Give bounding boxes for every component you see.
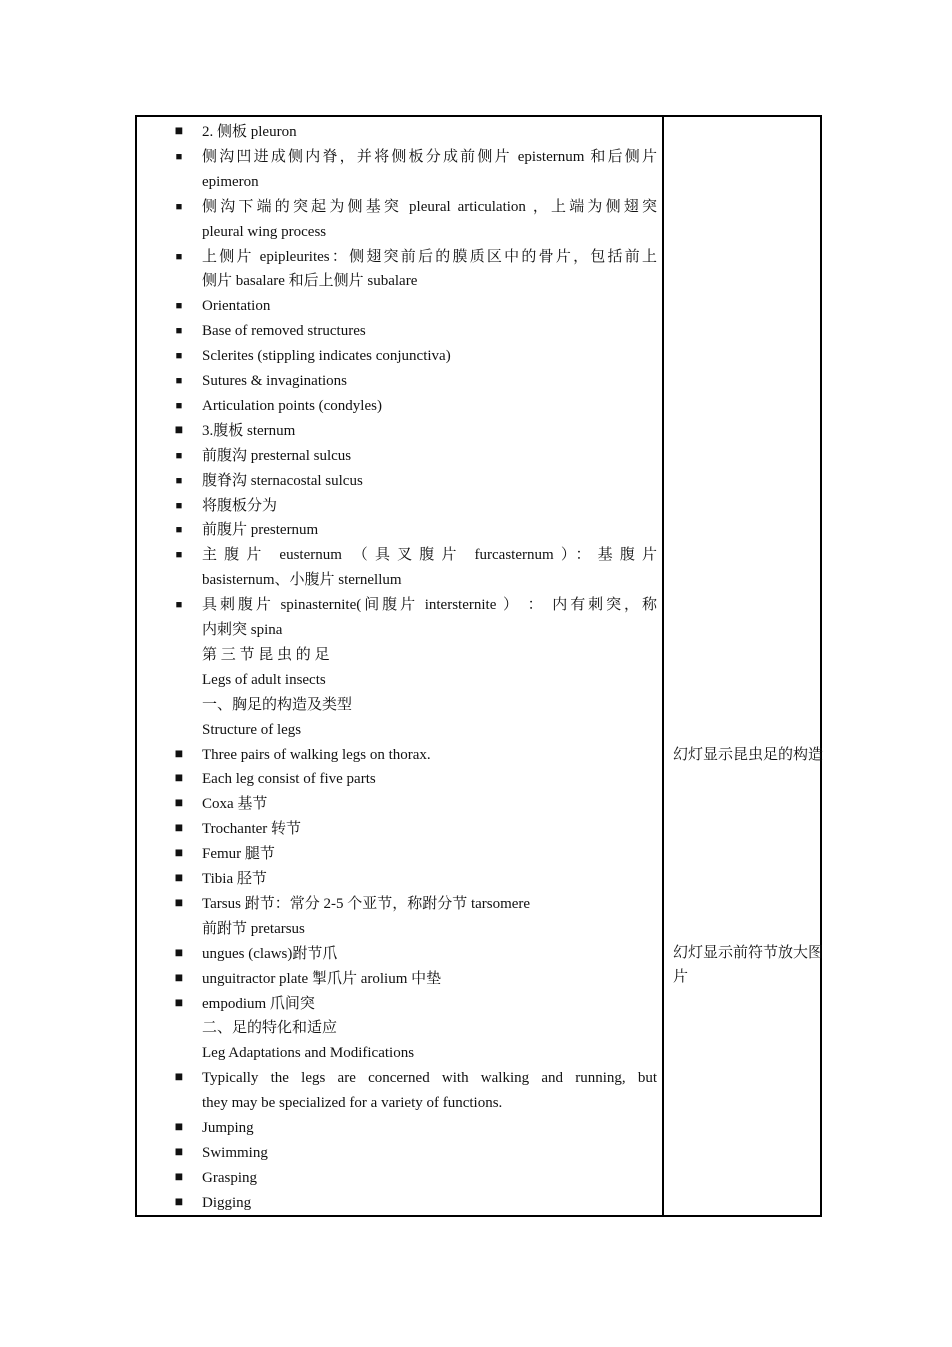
line-text: 2. 侧板 pleuron <box>202 124 297 140</box>
line-text: 将腹板分为 <box>202 497 278 514</box>
line-text: 3.腹板 sternum <box>202 422 296 439</box>
line-text: Coxa 基节 <box>202 796 268 813</box>
line-text: Leg Adaptations and Modifications <box>202 1045 415 1062</box>
square-bullet-icon: ■ <box>175 599 183 612</box>
line-text: Three pairs of walking legs on thorax. <box>202 746 431 763</box>
square-bullet-icon: ■ <box>174 945 184 961</box>
line-text: Sutures & invaginations <box>202 373 347 389</box>
line-text: Structure of legs <box>202 721 302 738</box>
line-text: unguitractor plate 掣爪片 arolium 中垫 <box>202 970 442 987</box>
line-text: they may be specialized for a variety of functions. <box>202 1095 503 1112</box>
square-bullet-icon: ■ <box>175 350 183 363</box>
line-text: 一、胸足的构造及类型 <box>202 696 353 713</box>
line-text: basisternum、小腹片 sternellum <box>202 572 402 589</box>
square-bullet-icon: ■ <box>174 1120 184 1135</box>
line-text: 上侧片 epipleurites：侧翅突前后的膜质区中的骨片，包括前上 <box>202 248 657 265</box>
line-text: 侧沟下端的突起为侧基突 pleural articulation ，上端为侧翅突 <box>202 198 657 215</box>
line-text: Grasping <box>202 1169 257 1186</box>
line-text: Articulation points (condyles) <box>202 397 382 414</box>
line-text: Trochanter 转节 <box>202 821 302 838</box>
square-bullet-icon: ■ <box>174 895 184 911</box>
column-divider <box>662 117 664 1215</box>
square-bullet-icon: ■ <box>174 422 184 438</box>
square-bullet-icon: ■ <box>174 821 184 837</box>
line-text: 二、足的特化和适应 <box>202 1020 338 1037</box>
square-bullet-icon: ■ <box>174 1070 184 1086</box>
line-text: 前跗节 pretarsus <box>202 920 305 937</box>
line-text: 内刺突 spina <box>202 622 283 638</box>
square-bullet-icon: ■ <box>174 995 184 1011</box>
square-bullet-icon: ■ <box>175 325 183 338</box>
square-bullet-icon: ■ <box>174 796 184 812</box>
line-text: 侧沟凹进成侧内脊，并将侧板分成前侧片 episternum 和后侧片 <box>202 148 657 165</box>
lesson-table <box>135 115 822 1217</box>
square-bullet-icon: ■ <box>174 1144 184 1160</box>
line-text: Swimming <box>202 1144 268 1161</box>
square-bullet-icon: ■ <box>174 1169 184 1185</box>
square-bullet-icon: ■ <box>175 200 183 213</box>
line-text: Legs of adult insects <box>202 671 326 688</box>
square-bullet-icon: ■ <box>174 771 184 787</box>
square-bullet-icon: ■ <box>175 449 183 462</box>
square-bullet-icon: ■ <box>174 1194 184 1210</box>
square-bullet-icon: ■ <box>174 846 184 862</box>
line-text: Femur 腿节 <box>202 846 275 863</box>
line-text: Sclerites (stippling indicates conjunctiva) <box>202 348 451 365</box>
square-bullet-icon: ■ <box>175 150 183 163</box>
square-bullet-icon: ■ <box>175 399 183 412</box>
square-bullet-icon: ■ <box>175 524 183 537</box>
line-text: 第 三 节 昆 虫 的 足 <box>202 646 330 663</box>
square-bullet-icon: ■ <box>175 549 183 562</box>
square-bullet-icon: ■ <box>175 375 183 387</box>
line-text: Typically the legs are concerned with walking and running, but <box>202 1070 657 1087</box>
line-text: pleural wing process <box>202 223 327 240</box>
line-text: Base of removed structures <box>202 323 366 340</box>
line-text: Jumping <box>202 1120 254 1136</box>
line-text: 腹脊沟 sternacostal sulcus <box>202 472 363 489</box>
square-bullet-icon: ■ <box>174 871 184 886</box>
square-bullet-icon: ■ <box>175 250 183 263</box>
line-text: Each leg consist of five parts <box>202 771 376 788</box>
line-text: Tarsus 跗节：常分 2-5 个亚节，称跗分节 tarsomere <box>202 895 531 912</box>
slide-note-leg-structure: 幻灯显示昆虫足的构造 <box>673 747 824 763</box>
line-text: empodium 爪间突 <box>202 995 315 1012</box>
slide-note-pretarsus: 幻灯显示前符节放大图片 <box>673 945 824 985</box>
square-bullet-icon: ■ <box>174 970 184 986</box>
line-text: Orientation <box>202 298 271 315</box>
line-text: ungues (claws)跗节爪 <box>202 945 338 962</box>
line-text: 前腹沟 presternal sulcus <box>202 447 352 464</box>
line-text: Digging <box>202 1194 252 1211</box>
line-text: 具刺腹片 spinasternite(间腹片 intersternite ） ： 内有刺突，称 <box>202 597 657 614</box>
square-bullet-icon: ■ <box>175 499 183 512</box>
square-bullet-icon: ■ <box>175 300 183 313</box>
square-bullet-icon: ■ <box>174 746 184 762</box>
square-bullet-icon: ■ <box>175 474 183 487</box>
square-bullet-icon: ■ <box>174 124 184 139</box>
line-text: 主腹片 eusternum （具叉腹片 furcasternum）：基腹片 <box>202 547 657 564</box>
line-text: 侧片 basalare 和后上侧片 subalare <box>202 273 418 290</box>
line-text: epimeron <box>202 173 259 190</box>
line-text: 前腹片 presternum <box>202 522 319 539</box>
line-text: Tibia 胫节 <box>202 871 267 887</box>
